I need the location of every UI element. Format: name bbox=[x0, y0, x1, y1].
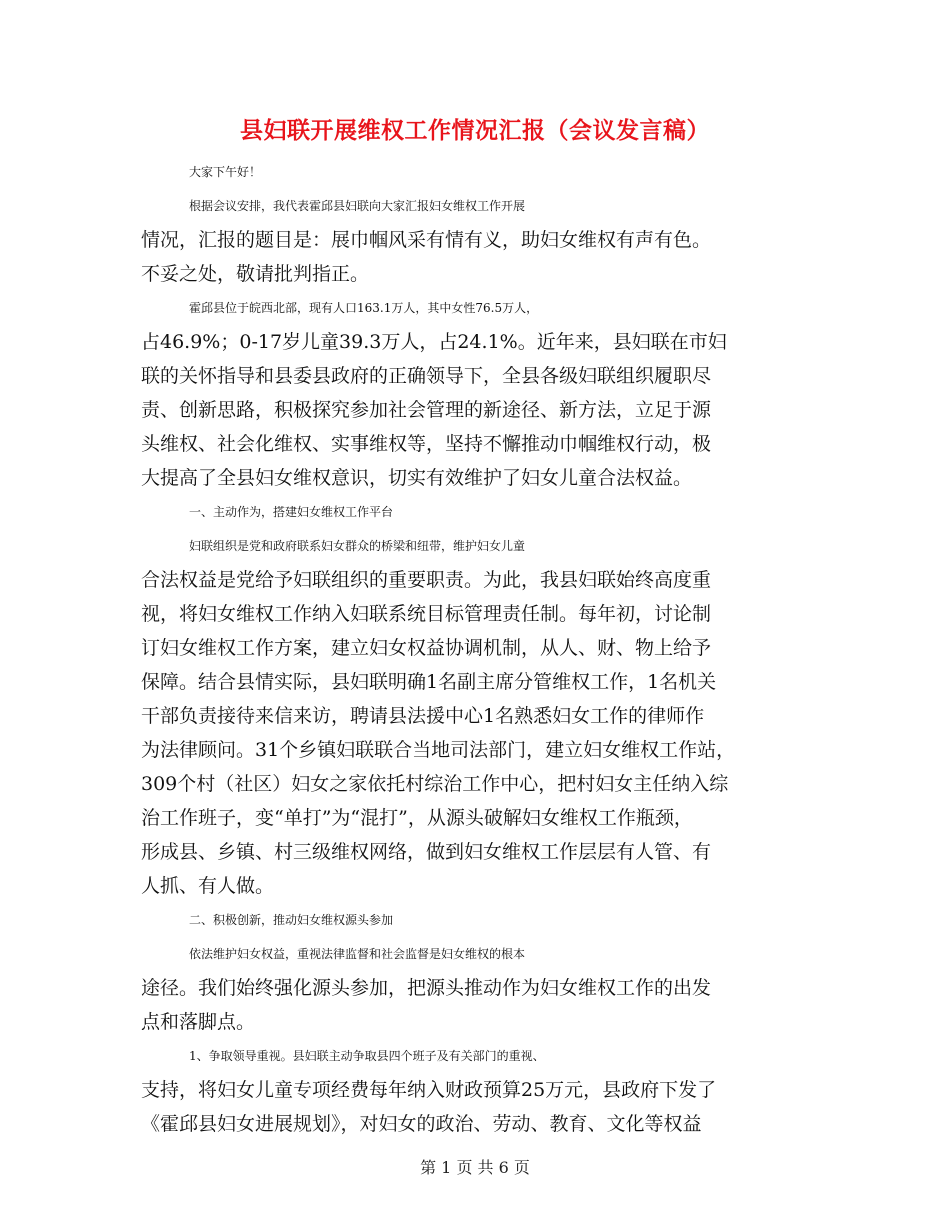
paragraph-line: 责、创新思路，积极探究参加社会管理的新途径、新方法，立足于源 bbox=[141, 399, 712, 421]
paragraph-line: 1、争取领导重视。县妇联主动争取县四个班子及有关部门的重视、 bbox=[189, 1049, 545, 1063]
paragraph-line: 根据会议安排，我代表霍邱县妇联向大家汇报妇女维权工作开展 bbox=[189, 199, 526, 213]
paragraph-line: 大家下午好！ bbox=[189, 165, 262, 179]
paragraph-line: 联的关怀指导和县委县政府的正确领导下，全县各级妇联组织履职尽 bbox=[141, 365, 712, 387]
paragraph-line: 大提高了全县妇女维权意识，切实有效维护了妇女儿童合法权益。 bbox=[141, 467, 693, 489]
paragraph-line: 保障。结合县情实际，县妇联明确1名副主席分管维权工作，1名机关 bbox=[141, 671, 717, 693]
section-heading: 一、主动作为，搭建妇女维权工作平台 bbox=[189, 505, 394, 519]
paragraph-line: 支持，将妇女儿童专项经费每年纳入财政预算25万元，县政府下发了 bbox=[141, 1079, 717, 1101]
paragraph-line: 头维权、社会化维权、实事维权等，坚持不懈推动巾帼维权行动，极 bbox=[141, 433, 712, 455]
paragraph-line: 为法律顾问。31个乡镇妇联联合当地司法部门，建立妇女维权工作站， bbox=[141, 739, 736, 761]
paragraph-line: 依法维护妇女权益，重视法律监督和社会监督是妇女维权的根本 bbox=[189, 947, 526, 961]
paragraph-line: 干部负责接待来信来访，聘请县法援中心1名熟悉妇女工作的律师作 bbox=[141, 705, 705, 727]
paragraph-line: 霍邱县位于皖西北部，现有人口163.1万人，其中女性76.5万人， bbox=[189, 301, 539, 315]
paragraph-line: 人抓、有人做。 bbox=[141, 875, 275, 897]
paragraph-line: 不妥之处，敬请批判指正。 bbox=[141, 263, 370, 285]
paragraph-line: 合法权益是党给予妇联组织的重要职责。为此，我县妇联始终高度重 bbox=[141, 569, 712, 591]
paragraph-line: 治工作班子，变“单打”为“混打”，从源头破解妇女维权工作瓶颈， bbox=[141, 807, 693, 829]
paragraph-line: 占46.9%；0-17岁儿童39.3万人，占24.1%。近年来，县妇联在市妇 bbox=[141, 331, 727, 353]
paragraph-line: 妇联组织是党和政府联系妇女群众的桥梁和纽带，维护妇女儿童 bbox=[189, 539, 526, 553]
paragraph-line: 订妇女维权工作方案，建立妇女权益协调机制，从人、财、物上给予 bbox=[141, 637, 712, 659]
paragraph-line: 途径。我们始终强化源头参加，把源头推动作为妇女维权工作的出发 bbox=[141, 977, 712, 999]
section-heading: 二、积极创新，推动妇女维权源头参加 bbox=[189, 913, 394, 927]
paragraph-line: 形成县、乡镇、村三级维权网络，做到妇女维权工作层层有人管、有 bbox=[141, 841, 712, 863]
page-number: 第 1 页 共 6 页 bbox=[420, 1158, 530, 1177]
paragraph-line: 情况，汇报的题目是：展巾帼风采有情有义，助妇女维权有声有色。 bbox=[141, 229, 712, 251]
paragraph-line: 视，将妇女维权工作纳入妇联系统目标管理责任制。每年初，讨论制 bbox=[141, 603, 712, 625]
paragraph-line: 《霍邱县妇女进展规划》，对妇女的政治、劳动、教育、文化等权益 bbox=[141, 1113, 702, 1135]
document-title: 县妇联开展维权工作情况汇报（会议发言稿） bbox=[240, 117, 710, 144]
paragraph-line: 点和落脚点。 bbox=[141, 1011, 256, 1033]
paragraph-line: 309个村（社区）妇女之家依托村综治工作中心，把村妇女主任纳入综 bbox=[141, 773, 729, 795]
